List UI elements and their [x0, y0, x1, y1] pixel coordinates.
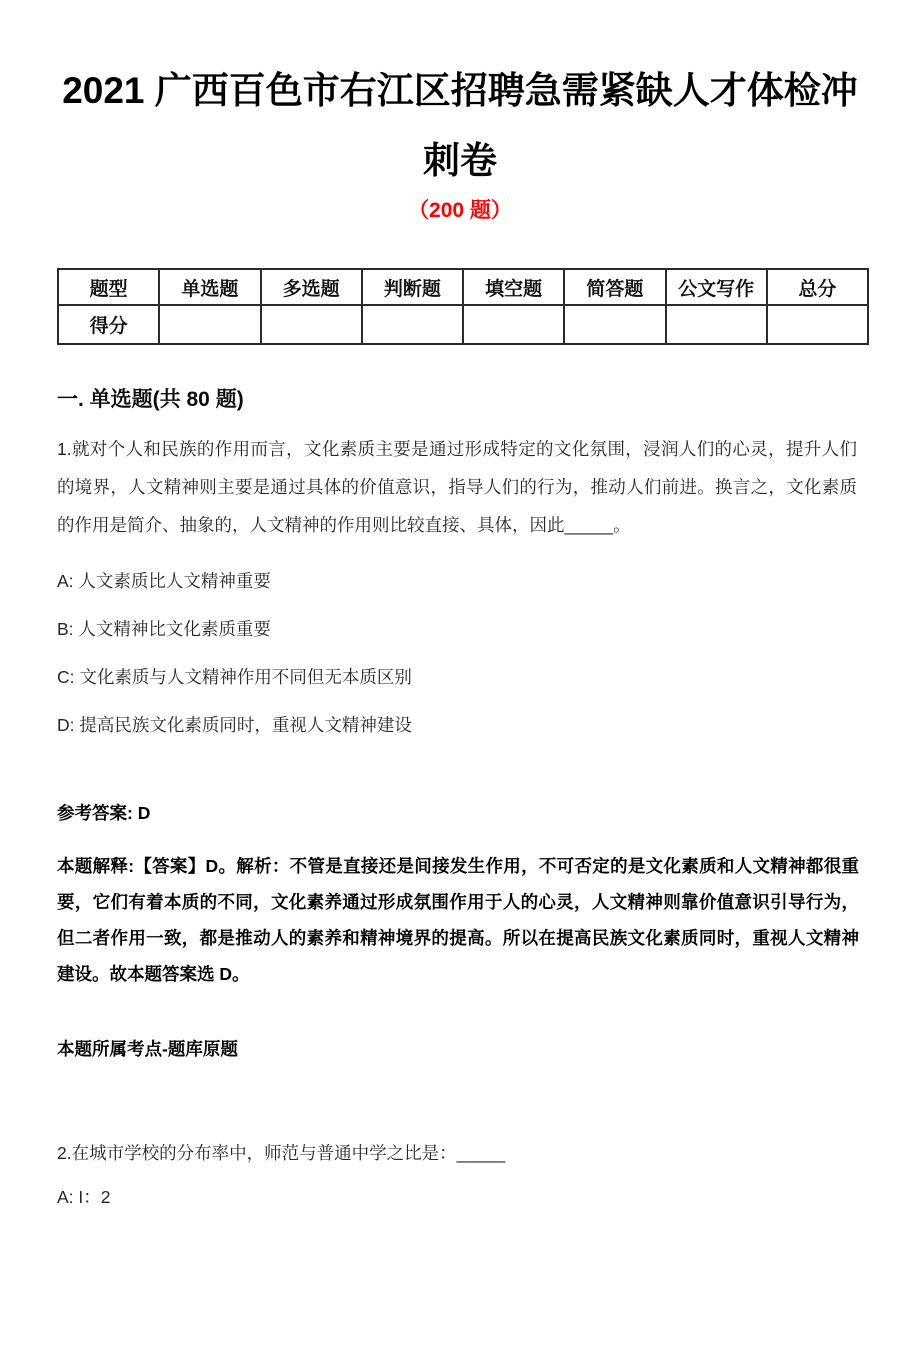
question-1-option-b: B: 人文精神比文化素质重要 [57, 619, 271, 639]
score-cell-empty [666, 305, 767, 344]
question-1-option-d: D: 提高民族文化素质同时，重视人文精神建设 [57, 715, 412, 735]
score-table-score-row [58, 305, 868, 344]
score-cell-empty [463, 305, 564, 344]
question-1-explanation: 本题解释:【答案】D。解析：不管是直接还是间接发生作用，不可否定的是文化素质和人文精神都很重要，它们有着本质的不同，文化素养通过形成氛围作用于人的心灵，人文精神则靠价值意识引导行为，但二者作用一致，都是推动人的素养和精神境界的提高。所以在提高民族文化素质同时，重视人文精神建设。故本题答案选 D。 [57, 856, 859, 984]
page-title-line1: 2021 广西百色市右江区招聘急需紧缺人才体检冲 [62, 70, 858, 111]
score-cell-empty [261, 305, 362, 344]
score-table-header-row [58, 269, 868, 305]
score-cell-empty [362, 305, 463, 344]
section-heading-single-choice: 一. 单选题(共 80 题) [57, 388, 244, 411]
score-table-header-single-choice: 单选题 [159, 269, 260, 305]
question-block-1 [0, 430, 920, 1062]
page-title-line2: 刺卷 [423, 140, 497, 181]
score-table-header-multi-choice: 多选题 [261, 269, 362, 305]
question-1-option-c: C: 文化素质与人文精神作用不同但无本质区别 [57, 667, 412, 687]
question-2-text: 2.在城市学校的分布率中，师范与普通中学之比是：_____ [57, 1143, 506, 1163]
score-table-header-judgement: 判断题 [362, 269, 463, 305]
score-cell-empty [767, 305, 868, 344]
exam-page [0, 56, 920, 1358]
question-block-2 [0, 1140, 920, 1210]
score-cell-empty [159, 305, 260, 344]
page-title [40, 56, 880, 196]
score-table-header-short-answer: 简答题 [564, 269, 665, 305]
score-table-header-official-writing: 公文写作 [666, 269, 767, 305]
question-1-reference-answer: 参考答案: D [57, 803, 151, 823]
score-table-header-total: 总分 [767, 269, 868, 305]
question-1-topic: 本题所属考点-题库原题 [57, 1039, 238, 1059]
question-1-option-a: A: 人文素质比人文精神重要 [57, 571, 271, 591]
score-table-header-question-type: 题型 [58, 269, 159, 305]
score-table-header-fill-blank: 填空题 [463, 269, 564, 305]
question-2-option-a: A: I：2 [57, 1187, 111, 1207]
score-row-label: 得分 [58, 305, 159, 344]
score-table [57, 268, 869, 345]
exam-subtitle: （200 题） [408, 199, 512, 222]
question-1-text: 1.就对个人和民族的作用而言，文化素质主要是通过形成特定的文化氛围，浸润人们的心灵，提升人们的境界，人文精神则主要是通过具体的价值意识，指导人们的行为，推动人们前进。换言之，文化素质的作用是简介、抽象的，人文精神的作用则比较直接、具体，因此_____。 [57, 439, 857, 535]
score-cell-empty [564, 305, 665, 344]
